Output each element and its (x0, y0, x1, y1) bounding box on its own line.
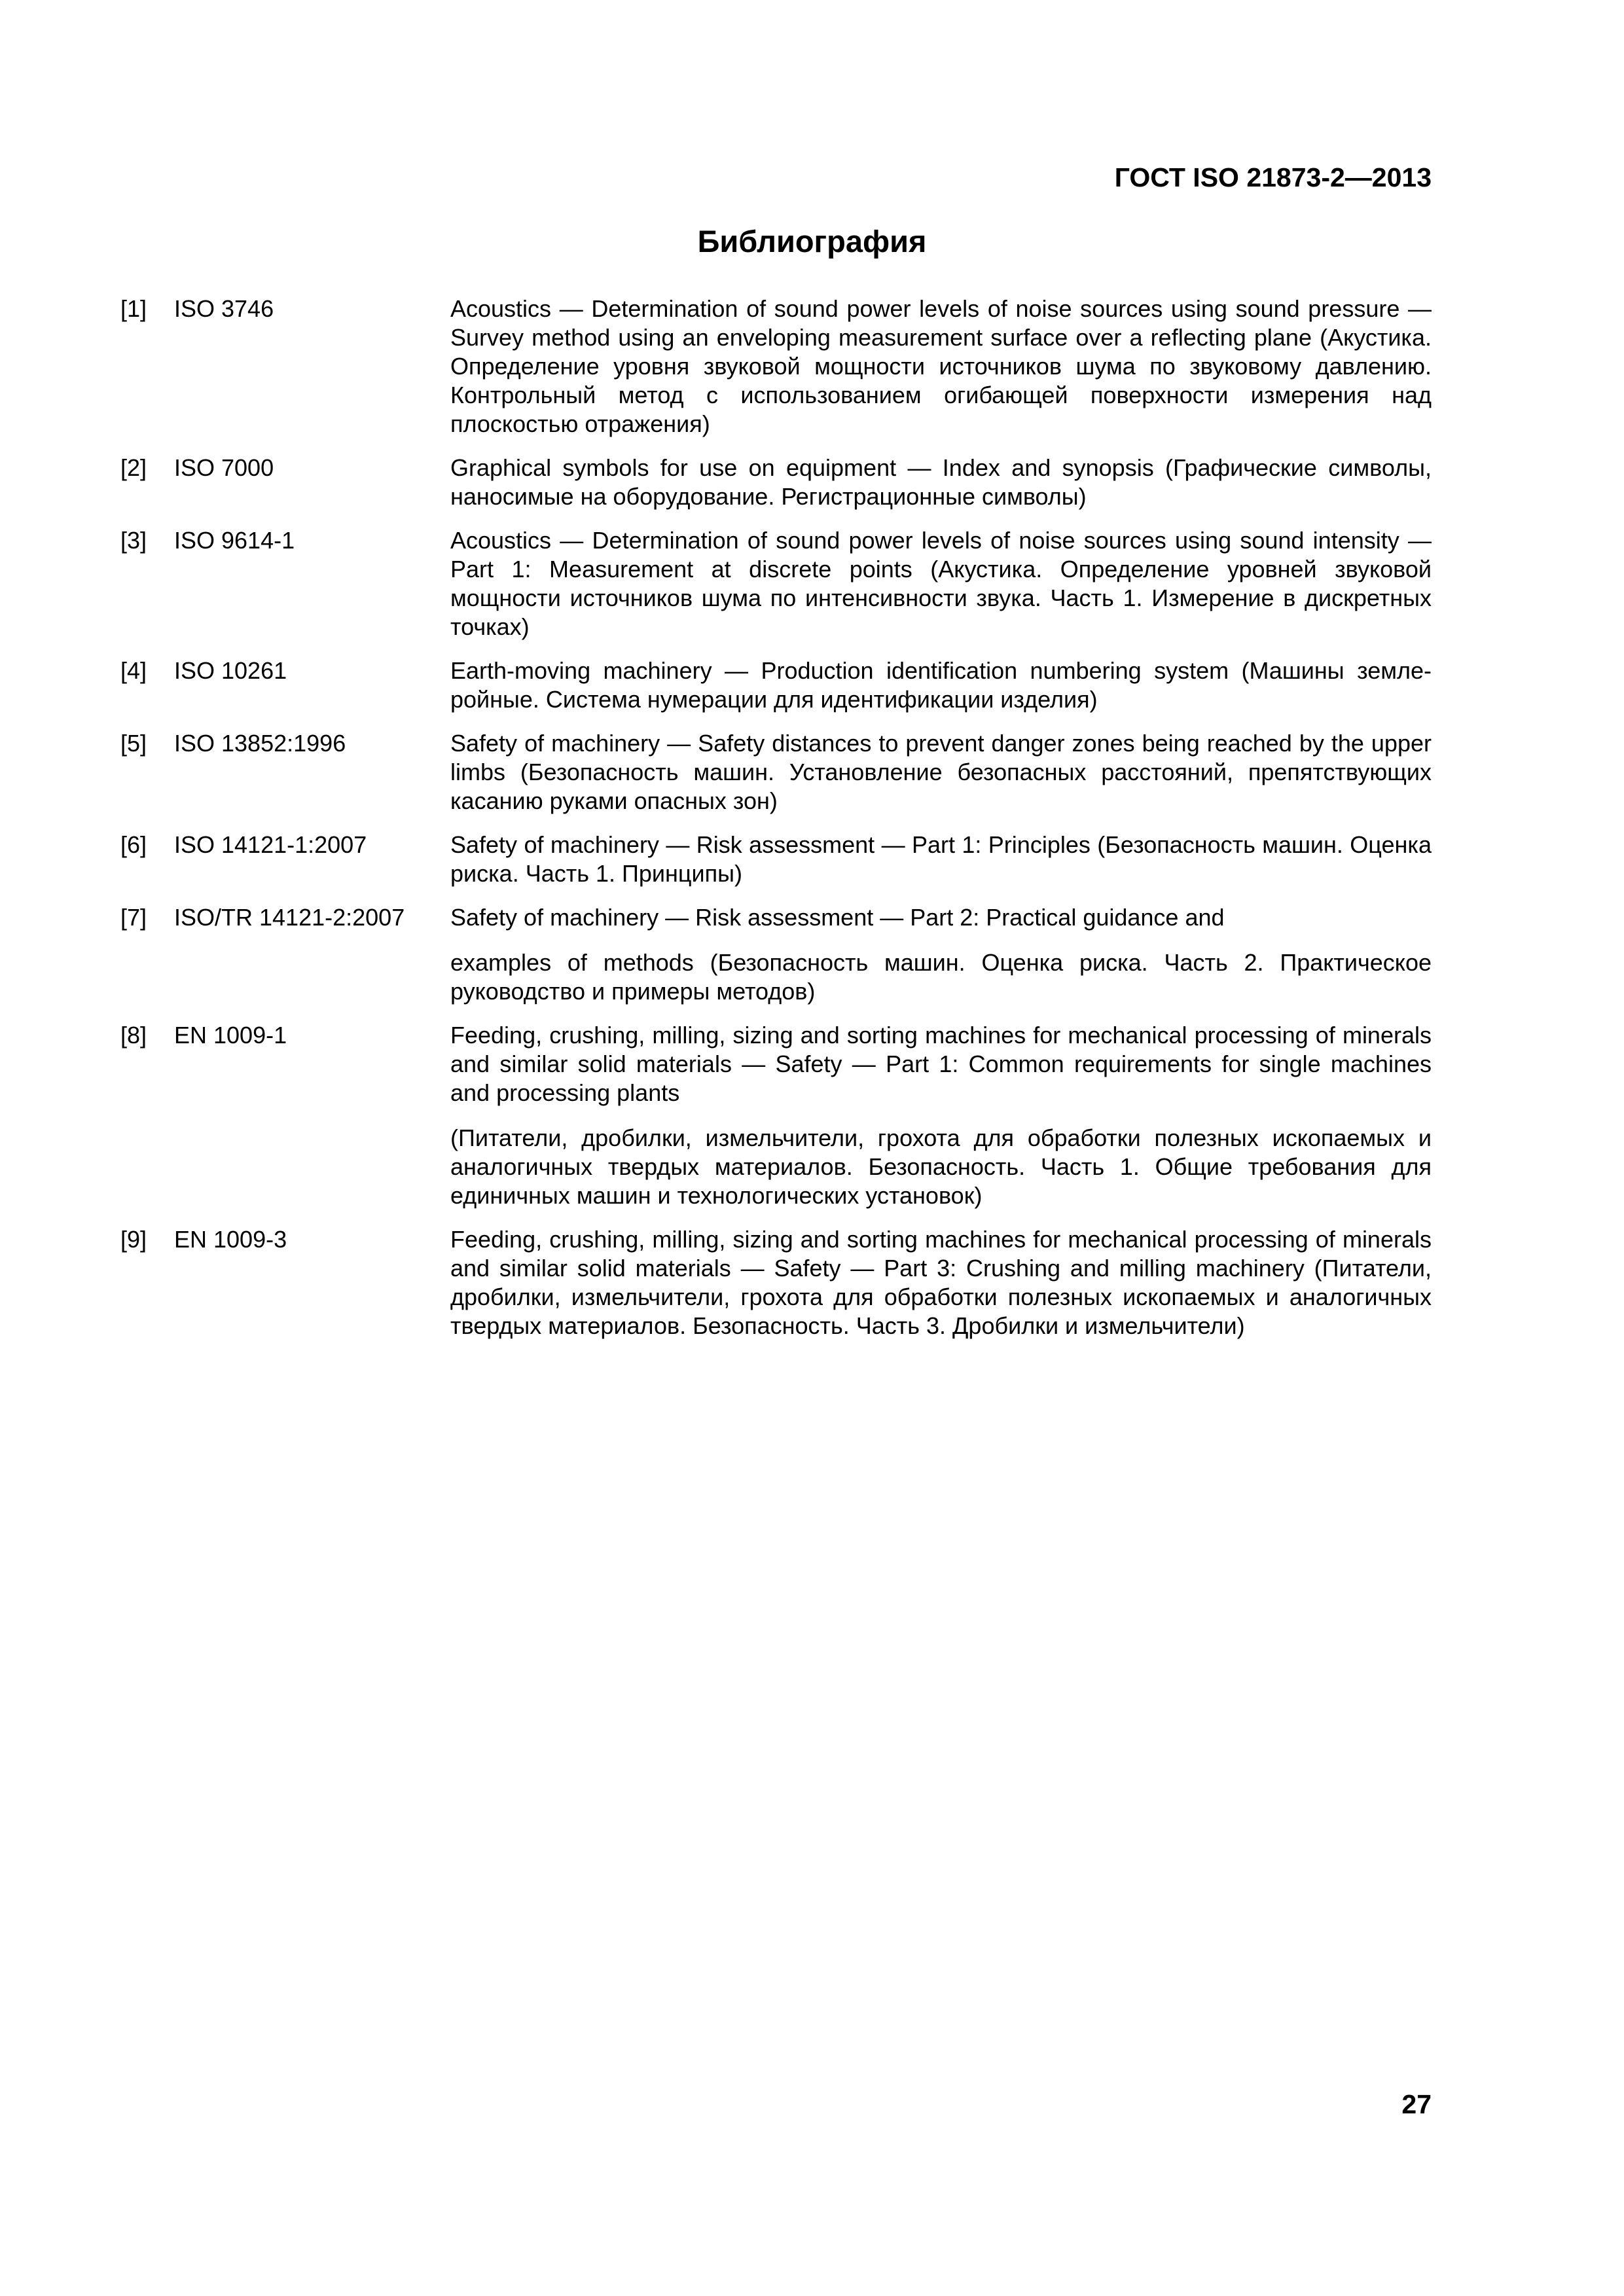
description-paragraph: Safety of machinery — Safety distances to prevent danger zones being reached by the upper limbs (Безопасность машин. Установление безопасных расстояний, препятствующих касанию руками опасных зон) (450, 730, 1432, 814)
entry-description (450, 1225, 1432, 1340)
description-paragraph: Safety of machinery — Risk assessment — Part 2: Practical guidance and (450, 904, 1225, 931)
entry-description (450, 526, 1432, 641)
entry-number: [8] (120, 1022, 147, 1049)
entry-number: [7] (120, 904, 147, 931)
description-paragraph: Earth-moving machinery — Production identification numbering system (Машины землеройные. Система нумерации для идентификации изделия) (450, 657, 1432, 713)
page-title: Библиография (697, 224, 927, 259)
bibliography-entry (115, 656, 1432, 714)
bibliography-entry (115, 729, 1432, 816)
entry-number: [3] (120, 527, 147, 554)
entry-number: [5] (120, 730, 147, 757)
bibliography-entry (115, 295, 1432, 439)
description-paragraph: Acoustics — Determination of sound power levels of noise sources using sound intensity — Part 1: Measurement at discrete points (Акустика. Определение уровней звуковой мощности источников шума по интенсивности звука. Часть 1. Измерение в дискретных точках) (450, 527, 1432, 640)
page-number: 27 (1401, 2089, 1432, 2119)
standard-code: ISO 7000 (174, 454, 274, 481)
standard-code: ISO 9614-1 (174, 527, 295, 554)
entry-number: [2] (120, 454, 147, 481)
description-paragraph: Safety of machinery — Risk assessment — Part 1: Principles (Безопасность машин. Оценка риска. Часть 1. Принципы) (450, 831, 1432, 887)
bibliography-entry (115, 1021, 1432, 1210)
description-paragraph: Graphical symbols for use on equipment — Index and synopsis (Графические символы, наносимые на оборудование. Регистрационные символы) (450, 454, 1432, 510)
entry-description (450, 1021, 1432, 1210)
entry-number: [6] (120, 831, 147, 858)
entry-description (450, 295, 1432, 439)
entry-number: [9] (120, 1226, 147, 1253)
entry-description (450, 656, 1432, 714)
entry-description (450, 729, 1432, 816)
bibliography-entry (115, 903, 1432, 1006)
standard-code: ISO 14121-1:2007 (174, 831, 367, 858)
standard-code: ISO 3746 (174, 295, 274, 322)
standard-code: EN 1009-3 (174, 1226, 287, 1253)
bibliography-entry (115, 454, 1432, 511)
bibliography-entry (115, 1225, 1432, 1340)
description-paragraph: Feeding, crushing, milling, sizing and sorting machines for mechanical processing of minerals and similar solid materials — Safety — Part 1: Common requirements for single machines and processing plants (450, 1022, 1432, 1106)
entry-description (450, 454, 1432, 511)
standard-code: ISO/TR 14121-2:2007 (174, 904, 405, 931)
description-paragraph: examples of methods (Безопасность машин. Оценка риска. Часть 2. Практическое руководство и примеры методов) (450, 949, 1432, 1005)
description-paragraph: (Питатели, дробилки, измельчители, грохота для обработки полезных ископаемых и аналогичных твердых материалов. Безопасность. Часть 1. Общие требования для единичных машин и технологических установок) (450, 1124, 1432, 1209)
entry-description (450, 903, 1432, 1006)
bibliography-entry (115, 831, 1432, 888)
description-paragraph: Acoustics — Determination of sound power levels of noise sources using sound pressure — Survey method using an enveloping measurement surface over a reflecting plane (Акустика. Определение уровня звуковой мощности источников шума по звуковому давлению. Контрольный метод с использованием огибающей поверхности измерения над плоскостью отражения) (450, 295, 1432, 437)
entry-number: [1] (120, 295, 147, 322)
standard-code: EN 1009-1 (174, 1022, 287, 1049)
entry-description (450, 831, 1432, 888)
bibliography-entry (115, 526, 1432, 641)
standard-code: ISO 13852:1996 (174, 730, 346, 757)
standard-code: ISO 10261 (174, 657, 287, 684)
bibliography-list (115, 295, 1432, 1355)
standard-designation: ГОСТ ISO 21873-2—2013 (1114, 162, 1432, 192)
description-paragraph: Feeding, crushing, milling, sizing and sorting machines for mechanical processing of minerals and similar solid materials — Safety — Part 3: Crushing and milling machinery (Питатели, дробилки, измельчители, грохота для обработки полезных ископаемых и аналогичных твердых материалов. Безопасность. Часть 3. Дробилки и измельчители) (450, 1226, 1432, 1339)
entry-number: [4] (120, 657, 147, 684)
